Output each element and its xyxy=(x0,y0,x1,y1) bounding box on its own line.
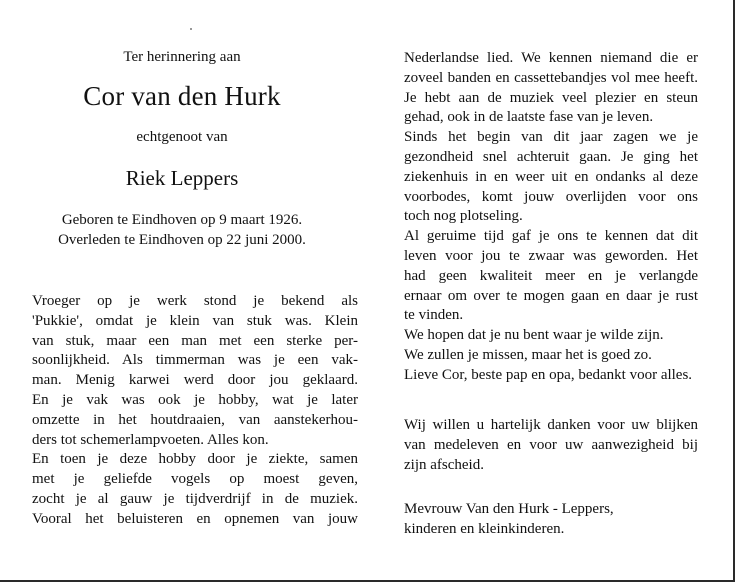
birth-line: Geboren te Eindhoven op 9 maart 1926. xyxy=(61,212,303,228)
text-line: We hopen dat je nu bent waar je wilde zijn. xyxy=(404,327,664,344)
text-line: gezondheid snel achteruit gaan. Je ging het xyxy=(404,148,698,165)
text-line: Sinds het begin van dit jaar zagen we je xyxy=(404,129,698,146)
text-line: zoveel banden en cassettebandjes vol mee heeft. xyxy=(404,69,698,86)
text-line: Wij willen u hartelijk danken voor uw blijken xyxy=(404,417,698,433)
text-line: leven voor jou te zwaar was geworden. Het xyxy=(404,247,698,264)
right-body-text xyxy=(404,49,698,386)
text-line: 'Pukkie', omdat je klein van stuk was. Klein xyxy=(32,312,358,329)
text-line: Vooral het beluisteren en opnemen van jouw xyxy=(32,510,358,527)
speck xyxy=(190,28,192,30)
text-line: toch nog plotseling. xyxy=(404,208,523,225)
left-body-text xyxy=(32,292,358,530)
text-line: zijn afscheid. xyxy=(404,456,484,473)
text-line: met je geliefde vogels op moest geven, xyxy=(32,471,358,488)
text-line: ziekenhuis in en weer uit en ondanks al deze xyxy=(404,168,698,185)
text-line: En je vak was ook je hobby, wat je later xyxy=(32,391,358,408)
spouse-label: echtgenoot van xyxy=(136,129,228,145)
text-line: te vinden. xyxy=(404,307,464,324)
text-line: gehad, ook in de laatste fase van je leven. xyxy=(404,109,654,126)
text-line: Vroeger op je werk stond je bekend als xyxy=(32,293,358,309)
text-line: man. Menig karwei werd door jou geklaard. xyxy=(32,372,358,389)
text-line: voorbodes, komt jouw overlijden voor ons xyxy=(404,188,698,205)
signature-text xyxy=(404,500,698,540)
text-line: We zullen je missen, maar het is goed zo. xyxy=(404,346,652,363)
life-dates xyxy=(32,210,332,250)
text-line: Je hebt aan de muziek veel plezier en steun xyxy=(404,89,698,106)
text-line: omzette in het houtdraaien, van aanstekerhou- xyxy=(32,411,358,428)
text-line: kinderen en kleinkinderen. xyxy=(404,520,565,537)
text-line: van stuk, maar een man met een sterke per- xyxy=(32,332,358,349)
spouse-name: Riek Leppers xyxy=(125,166,239,190)
text-line: ders tot schemerlampvoeten. Alles kon. xyxy=(32,431,269,448)
text-line: En toen je deze hobby door je ziekte, samen xyxy=(32,451,358,468)
text-line: zocht je al gauw je tijdverdrijf in de muziek. xyxy=(32,490,358,507)
text-line: Nederlandse lied. We kennen niemand die er xyxy=(404,50,698,66)
thanks-text xyxy=(404,416,698,475)
text-line: van medeleven en voor uw aanwezigheid bij xyxy=(404,436,698,453)
text-line: had geen kwaliteit meer en je verlangde xyxy=(404,267,698,284)
intro-text: Ter herinnering aan xyxy=(123,49,241,65)
text-line: Lieve Cor, beste pap en opa, bedankt voor alles. xyxy=(404,366,693,383)
text-line: ernaar om over te mogen gaan en daar je rust xyxy=(404,287,698,304)
text-line: soonlijkheid. Als timmerman was je een vak- xyxy=(32,352,358,369)
text-line: Mevrouw Van den Hurk - Leppers, xyxy=(404,501,614,517)
deceased-name: Cor van den Hurk xyxy=(83,81,281,111)
death-line: Overleden te Eindhoven op 22 juni 2000. xyxy=(58,232,306,248)
text-line: Al geruime tijd gaf je ons te kennen dat dit xyxy=(404,228,698,245)
